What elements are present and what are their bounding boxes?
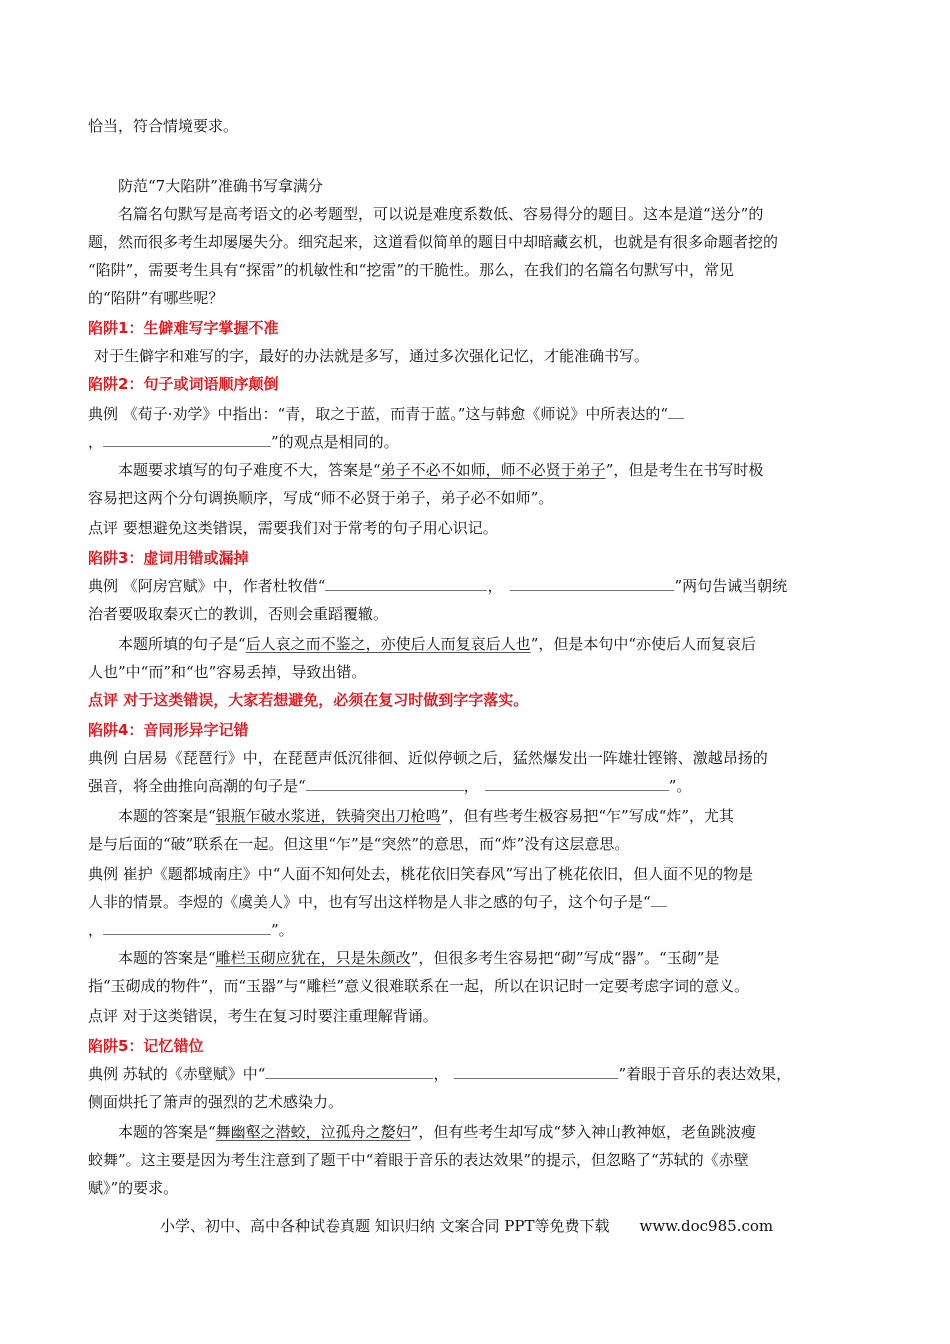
- trap4-comment: 点评 对于这类错误，考生在复习时要注重理解背诵。: [88, 1007, 438, 1025]
- page-footer: [160, 1216, 773, 1236]
- trap4-example2-cont: 人非的情景。李煜的《虞美人》中，也有写出这样物是人非之感的句子，这个句子是“: [88, 892, 868, 912]
- trap2-heading: 陷阱2：句子或词语顺序颠倒: [88, 375, 279, 393]
- answer-blank: [485, 778, 669, 791]
- answer-blank: [510, 578, 674, 591]
- intro-paragraph-line: “陷阱”，需要考生具有“探雷”的机敏性和“挖雷”的干脆性。那么，在我们的名篇名句默写中，常见: [88, 261, 735, 279]
- answer-blank: [325, 578, 487, 591]
- answer-blank: [454, 1066, 618, 1079]
- answer-blank: [265, 1066, 433, 1079]
- trap1-body: 对于生僻字和难写的字，最好的办法就是多写，通过多次强化记忆，才能准确书写。: [94, 347, 650, 365]
- answer-blank: [103, 434, 271, 447]
- trap3-heading: 陷阱3：虚词用错或漏掉: [88, 549, 249, 567]
- section-title: 防范“7大陷阱”准确书写拿满分: [118, 177, 323, 195]
- trap5-answer-cont: 蛟舞”。这主要是因为考生注意到了题干中“着眼于音乐的表达效果”的提示，但忽略了“苏轼的《赤壁: [88, 1151, 749, 1169]
- trap3-example-cont: 治者要吸取秦灭亡的教训，否则会重蹈覆辙。: [88, 605, 389, 623]
- answer-blank: [306, 778, 464, 791]
- trap5-example-cont: 侧面烘托了箫声的强烈的艺术感染力。: [88, 1093, 344, 1111]
- underlined-answer: 后人哀之而不鉴之，亦使后人而复哀后人也: [245, 635, 531, 653]
- underlined-answer: 舞幽壑之潜蛟，泣孤舟之嫠妇: [215, 1123, 411, 1141]
- trap2-answer-cont: 容易把这两个分句调换顺序，写成“师不必贤于弟子，弟子必不如师”。: [88, 489, 554, 507]
- trap4-answer2: 本题的答案是“雕栏玉砌应犹在，只是朱颜改”，但很多考生容易把“砌”写成“器”。“玉砌”是: [118, 949, 720, 967]
- trap5-example: 典例 苏轼的《赤壁赋》中“ ， ”着眼于音乐的表达效果，: [88, 1065, 792, 1083]
- answer-blank: [668, 406, 684, 419]
- intro-paragraph-line: 的“陷阱”有哪些呢？: [88, 289, 224, 307]
- intro-paragraph-line: 名篇名句默写是高考语文的必考题型，可以说是难度系数低、容易得分的题目。这本是道“送分”的: [118, 205, 764, 223]
- trap5-heading: 陷阱5：记忆错位: [88, 1037, 204, 1055]
- trap4-example1-cont: 强音，将全曲推向高潮的句子是“ ， ”。: [88, 777, 692, 795]
- trap4-example2-cont2: ， ”。: [88, 921, 294, 939]
- trap5-answer: 本题的答案是“舞幽壑之潜蛟，泣孤舟之嫠妇”，但有些考生却写成“梦入神山教神妪，老鱼跳波瘦: [118, 1123, 757, 1141]
- trap4-example1: 典例 白居易《琵琶行》中，在琵琶声低沉徘徊、近似停顿之后，猛然爆发出一阵雄壮铿锵、激越昂扬的: [88, 749, 768, 767]
- answer-blank: [651, 894, 667, 907]
- trap1-heading: 陷阱1：生僻难写字掌握不准: [88, 319, 279, 337]
- trap4-heading: 陷阱4：音同形异字记错: [88, 721, 249, 739]
- top-line: 恰当，符合情境要求。: [88, 117, 239, 135]
- trap2-example: 典例 《荀子·劝学》中指出：“青，取之于蓝，而青于蓝。”这与韩愈《师说》中所表达的“: [88, 404, 868, 424]
- trap4-example2: 典例 崔护《题都城南庄》中“人面不知何处去，桃花依旧笑春风”写出了桃花依旧，但人面不见的物是: [88, 865, 754, 883]
- trap4-answer2-cont: 指“玉砌成的物件”，而“玉器”与“雕栏”意义很难联系在一起，所以在识记时一定要考虑字词的意义。: [88, 977, 750, 995]
- answer-blank: [103, 922, 271, 935]
- trap4-answer1: 本题的答案是“银瓶乍破水浆迸，铁骑突出刀枪鸣”，但有些考生极容易把“乍”写成“炸”，尤其: [118, 807, 735, 825]
- trap3-example: 典例 《阿房宫赋》中，作者杜牧借“ ， ”两句告诫当朝统: [88, 577, 788, 595]
- trap3-answer: 本题所填的句子是“后人哀之而不鉴之，亦使后人而复哀后人也”，但是本句中“亦使后人而复哀后: [118, 635, 757, 653]
- footer-url[interactable]: www.doc985.com: [639, 1217, 774, 1235]
- trap4-answer1-cont: 是与后面的“破”联系在一起。但这里“乍”是“突然”的意思，而“炸”没有这层意思。: [88, 835, 630, 853]
- footer-text: 小学、初中、高中各种试卷真题 知识归纳 文案合同 PPT等免费下载: [160, 1217, 610, 1235]
- trap2-comment: 点评 要想避免这类错误，需要我们对于常考的句子用心识记。: [88, 519, 498, 537]
- underlined-answer: 银瓶乍破水浆迸，铁骑突出刀枪鸣: [215, 807, 441, 825]
- trap5-answer-cont2: 赋》”的要求。: [88, 1179, 179, 1197]
- intro-paragraph-line: 题，然而很多考生却屡屡失分。细究起来，这道看似简单的题目中却暗藏玄机，也就是有很多命题者挖的: [88, 233, 779, 251]
- trap2-answer: 本题要求填写的句子难度不大，答案是“弟子不必不如师，师不必贤于弟子”，但是考生在书写时极: [118, 461, 764, 479]
- trap3-comment: 点评 对于这类错误，大家若想避免，必须在复习时做到字字落实。: [88, 691, 529, 709]
- trap2-example-cont: ， ”的观点是相同的。: [88, 433, 399, 451]
- underlined-answer: 弟子不必不如师，师不必贤于弟子: [380, 461, 606, 479]
- underlined-answer: 雕栏玉砌应犹在，只是朱颜改: [215, 949, 411, 967]
- trap3-answer-cont: 人也”中“而”和“也”容易丢掉，导致出错。: [88, 663, 367, 681]
